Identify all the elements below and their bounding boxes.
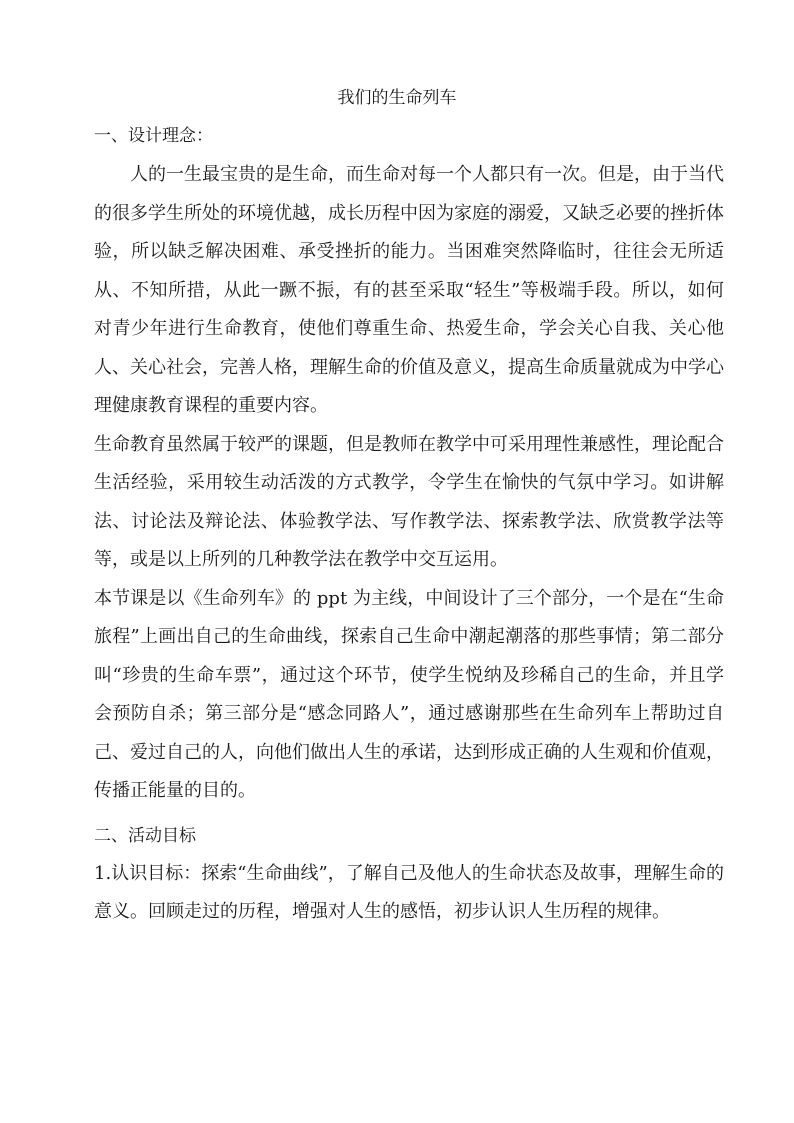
section-heading-activity-goals: 二、活动目标 — [94, 825, 196, 846]
paragraph-teaching-methods: 生命教育虽然属于较严的课题，但是教师在教学中可采用理性兼感性，理论配合生活经验，采用较生动活泼的方式教学，令学生在愉快的气氛中学习。如讲解法、讨论法及辩论法、体验教学法、写作教学法、探索教学法、欣赏教学法等等，或是以上所列的几种教学法在教学中交互运用。 — [94, 433, 724, 570]
paragraph-lesson-structure: 本节课是以《生命列车》的 ppt 为主线，中间设计了三个部分，一个是在“生命旅程”上画出自己的生命曲线，探索自己生命中潮起潮落的那些事情；第二部分叫“珍贵的生命车票”，通过这个环节，使学生悦纳及珍稀自己的生命，并且学会预防自杀；第三部分是“感念同路人”，通过感谢那些在生命列车上帮助过自己、爱过自己的人，向他们做出人生的承诺，达到形成正确的人生观和价值观，传播正能量的目的。 — [94, 587, 724, 801]
paragraph-design-concept: 人的一生最宝贵的是生命，而生命对每一个人都只有一次。但是，由于当代的很多学生所处的环境优越，成长历程中因为家庭的溺爱，又缺乏必要的挫折体验，所以缺乏解决困难、承受挫折的能力。当困难突然降临时，往往会无所适从、不知所措，从此一蹶不振，有的甚至采取“轻生”等极端手段。所以，如何对青少年进行生命教育，使他们尊重生命、热爱生命，学会关心自我、关心他人、关心社会，完善人格，理解生命的价值及意义，提高生命质量就成为中学心理健康教育课程的重要内容。 — [94, 164, 724, 416]
section-heading-design-concept: 一、设计理念： — [94, 126, 213, 146]
document-body — [94, 124, 724, 932]
paragraph-cognitive-goal: 1.认识目标：探索“生命曲线”，了解自己及他人的生命状态及故事，理解生命的意义。回顾走过的历程，增强对人生的感悟，初步认识人生历程的规律。 — [94, 862, 724, 922]
document-title: 我们的生命列车 — [337, 88, 457, 108]
